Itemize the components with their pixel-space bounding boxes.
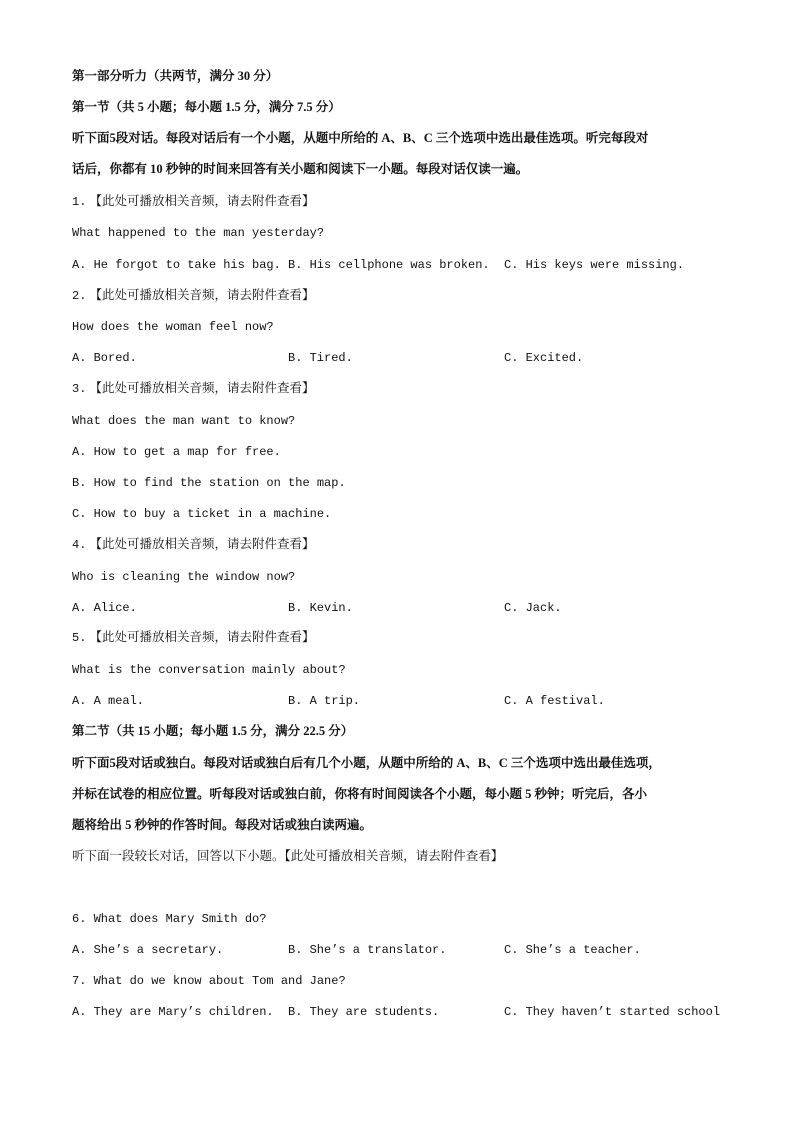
section2-title: 第二节（共 15 小题；每小题 1.5 分，满分 22.5 分） xyxy=(72,724,354,738)
option-a[interactable]: A. She’s a secretary. xyxy=(72,943,224,957)
option-b[interactable]: B. Tired. xyxy=(288,351,353,365)
section2-instructions-2: 并标在试卷的相应位置。听每段对话或独白前，你将有时间阅读各个小题，每小题 5 秒钟；听完后，各小 xyxy=(72,787,648,801)
option-c[interactable]: C. Jack. xyxy=(504,601,562,615)
question-6-stem: 6. What does Mary Smith do? xyxy=(72,912,267,926)
question-4-stem: Who is cleaning the window now? xyxy=(72,570,296,584)
question-number: 3. xyxy=(72,382,87,396)
question-7-stem: 7. What do we know about Tom and Jane? xyxy=(72,974,346,988)
question-number: 5. xyxy=(72,631,87,645)
question-5-header xyxy=(72,629,315,646)
question-2-header xyxy=(72,287,315,304)
section1-title: 第一节（共 5 小题；每小题 1.5 分，满分 7.5 分） xyxy=(72,100,341,114)
audio-link[interactable]: 【此处可播放相关音频，请去附件查看】 xyxy=(89,537,315,551)
option-b[interactable]: B. They are students. xyxy=(288,1005,440,1019)
option-c[interactable]: C. Excited. xyxy=(504,351,584,365)
long-dialogue-instruction[interactable]: 听下面一段较长对话，回答以下小题。【此处可播放相关音频，请去附件查看】 xyxy=(72,849,504,863)
part-title: 第一部分听力（共两节，满分 30 分） xyxy=(72,69,279,83)
audio-link[interactable]: 【此处可播放相关音频，请去附件查看】 xyxy=(89,381,315,395)
question-5-stem: What is the conversation mainly about? xyxy=(72,663,346,677)
question-3-stem: What does the man want to know? xyxy=(72,414,296,428)
option-a[interactable]: A. A meal. xyxy=(72,694,145,708)
option-b[interactable]: B. His cellphone was broken. xyxy=(288,258,490,272)
option-b[interactable]: B. A trip. xyxy=(288,694,361,708)
option-a[interactable]: A. He forgot to take his bag. xyxy=(72,258,281,272)
section1-instructions-2: 话后，你都有 10 秒钟的时间来回答有关小题和阅读下一小题。每段对话仅读一遍。 xyxy=(72,162,529,176)
audio-link[interactable]: 【此处可播放相关音频，请去附件查看】 xyxy=(89,194,315,208)
section1-instructions-1: 听下面5段对话。每段对话后有一个小题，从题中所给的 A、B、C 三个选项中选出最佳选项。听完每段对 xyxy=(72,131,649,145)
option-c[interactable]: C. His keys were missing. xyxy=(504,258,685,272)
option-c[interactable]: C. How to buy a ticket in a machine. xyxy=(72,507,332,521)
question-1-header xyxy=(72,193,315,210)
option-a[interactable]: A. How to get a map for free. xyxy=(72,445,281,459)
audio-link[interactable]: 【此处可播放相关音频，请去附件查看】 xyxy=(89,630,315,644)
option-a[interactable]: A. They are Mary’s children. xyxy=(72,1005,274,1019)
option-c[interactable]: C. She’s a teacher. xyxy=(504,943,641,957)
question-number: 4. xyxy=(72,538,87,552)
option-a[interactable]: A. Bored. xyxy=(72,351,137,365)
question-1-stem: What happened to the man yesterday? xyxy=(72,226,325,240)
option-b[interactable]: B. How to find the station on the map. xyxy=(72,476,346,490)
question-4-header xyxy=(72,536,315,553)
option-c[interactable]: C. They haven’t started school xyxy=(504,1005,721,1019)
audio-link[interactable]: 【此处可播放相关音频，请去附件查看】 xyxy=(89,288,315,302)
question-3-header xyxy=(72,380,315,397)
option-b[interactable]: B. Kevin. xyxy=(288,601,353,615)
option-c[interactable]: C. A festival. xyxy=(504,694,605,708)
option-b[interactable]: B. She’s a translator. xyxy=(288,943,447,957)
question-number: 1. xyxy=(72,195,87,209)
option-a[interactable]: A. Alice. xyxy=(72,601,137,615)
section2-instructions-3: 题将给出 5 秒钟的作答时间。每段对话或独白读两遍。 xyxy=(72,818,373,832)
question-2-stem: How does the woman feel now? xyxy=(72,320,274,334)
section2-instructions-1: 听下面5段对话或独白。每段对话或独白后有几个小题，从题中所给的 A、B、C 三个选项中选出最佳选项， xyxy=(72,756,661,770)
question-number: 2. xyxy=(72,289,87,303)
